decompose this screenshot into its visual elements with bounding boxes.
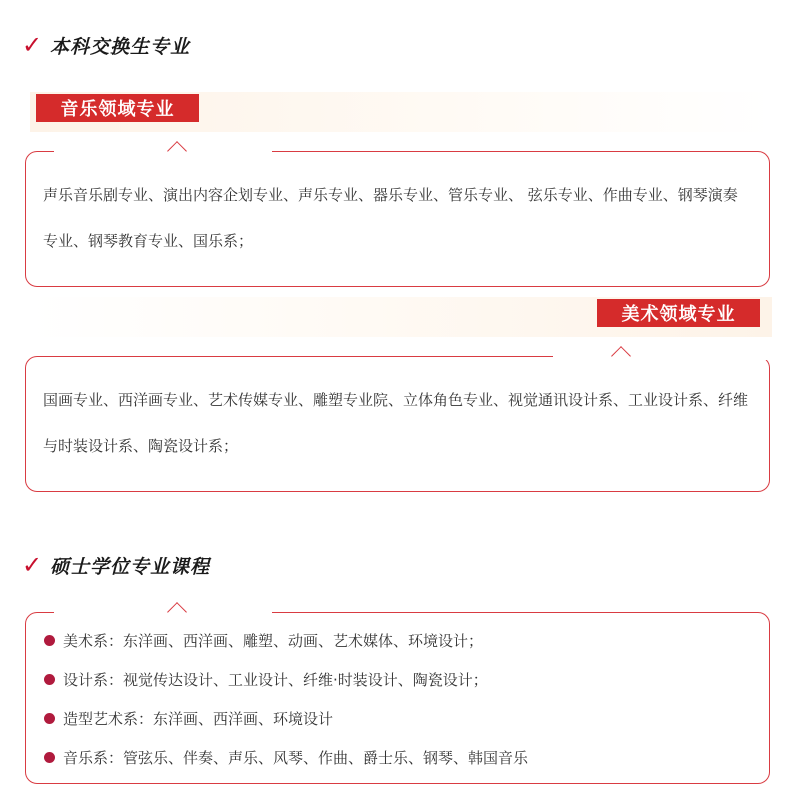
masters-list	[44, 621, 751, 777]
list-item-text: 美术系：东洋画、西洋画、雕塑、动画、艺术媒体、环境设计；	[63, 632, 484, 650]
notch-gap	[54, 610, 272, 616]
bullet-dot-icon	[44, 713, 55, 724]
notch-pointer	[611, 346, 631, 366]
bullet-dot-icon	[44, 674, 55, 685]
bullet-dot-icon	[44, 752, 55, 763]
list-item	[44, 660, 751, 699]
art-field-tag: 美术领域专业	[597, 299, 760, 327]
music-majors-text: 声乐音乐剧专业、演出内容企划专业、声乐专业、器乐专业、管乐专业、 弦乐专业、作曲专业、钢琴演奏专业、钢琴教育专业、国乐系；	[43, 186, 738, 250]
notch-pointer	[167, 141, 187, 161]
section-heading-undergrad	[22, 27, 190, 63]
list-item	[44, 738, 751, 777]
list-item	[44, 699, 751, 738]
notch-gap	[54, 149, 272, 155]
list-item-text: 音乐系：管弦乐、伴奏、声乐、风琴、作曲、爵士乐、钢琴、韩国音乐	[63, 749, 529, 767]
masters-box	[25, 612, 770, 784]
art-majors-text: 国画专业、西洋画专业、艺术传媒专业、雕塑专业院、立体角色专业、视觉通讯设计系、工业设计系、纤维与时装设计系、陶瓷设计系；	[43, 391, 749, 455]
art-majors-box	[25, 356, 770, 492]
list-item	[44, 621, 751, 660]
section-heading-masters	[22, 547, 210, 583]
notch-pointer	[167, 602, 187, 622]
section-title: 硕士学位专业课程	[50, 555, 211, 578]
bullet-dot-icon	[44, 635, 55, 646]
section-title: 本科交换生专业	[50, 35, 191, 58]
music-majors-box	[25, 151, 770, 287]
list-item-text: 造型艺术系：东洋画、西洋画、环境设计	[63, 710, 334, 728]
music-field-tag: 音乐领域专业	[36, 94, 199, 122]
checkmark-icon: ✓	[22, 551, 43, 579]
list-item-text: 设计系：视觉传达设计、工业设计、纤维·时装设计、陶瓷设计；	[63, 671, 488, 689]
checkmark-icon: ✓	[22, 31, 43, 59]
notch-gap	[553, 354, 771, 360]
